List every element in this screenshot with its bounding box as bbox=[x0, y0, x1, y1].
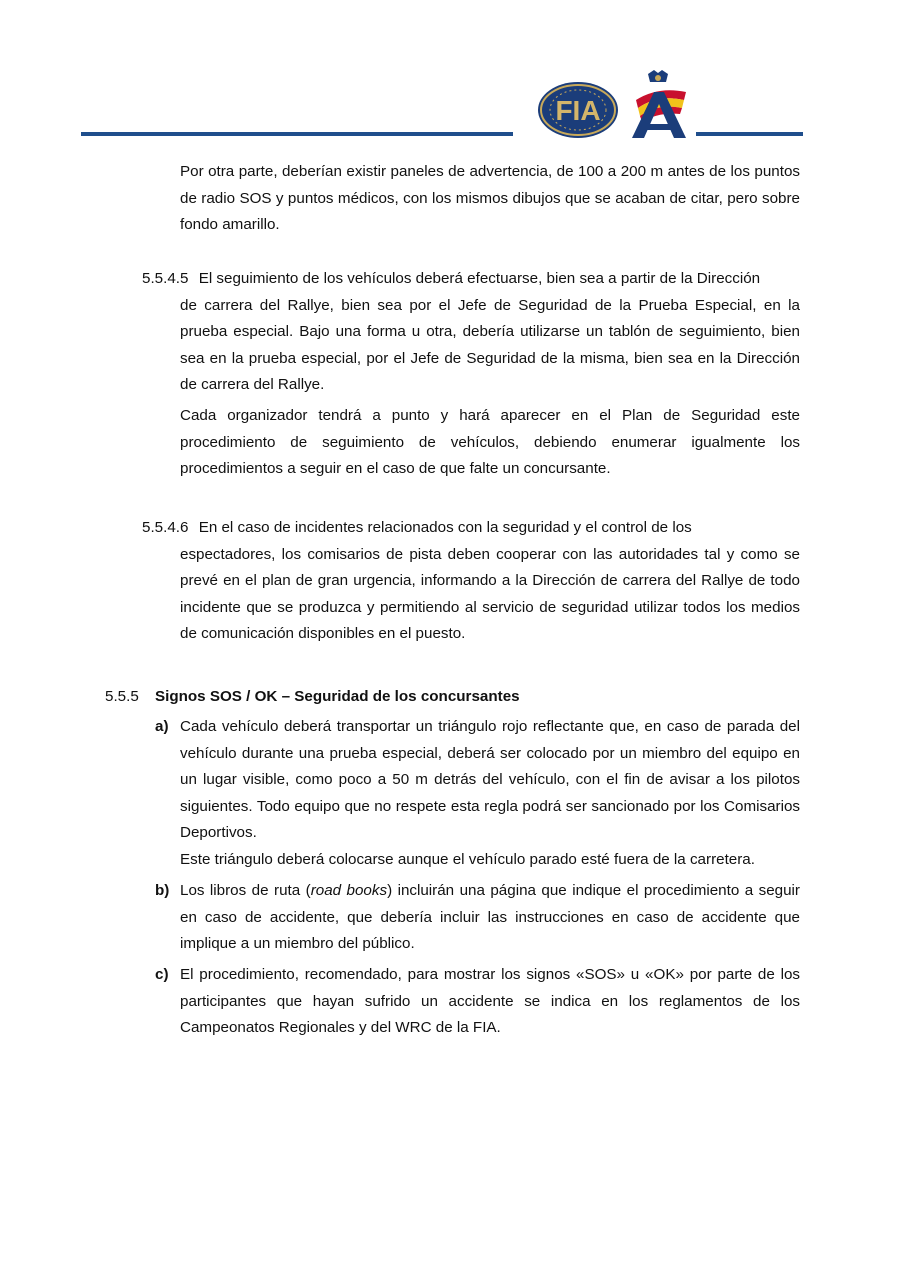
list-item-text bbox=[155, 878, 800, 958]
list-item-c bbox=[155, 962, 800, 1042]
intro-paragraph: Por otra parte, deberían existir paneles de advertencia, de 100 a 200 m antes de los puntos de radio SOS y puntos médicos, con los mismos dibujos que se acaban de citar, pero sobre fondo amarillo. bbox=[180, 163, 800, 234]
svg-text:FIA: FIA bbox=[555, 95, 601, 126]
section-5-5-5-heading bbox=[105, 684, 520, 710]
section-continuation: espectadores, los comisarios de pista deben cooperar con las autoridades tal y como se prevé en el plan de gran urgencia, informando a la Dirección de carrera del Rallye de todo incidente que se produzca y permitiendo al servicio de seguridad utilizar todos los medios de comunicación disponibles en el puesto. bbox=[180, 545, 800, 643]
section-5-5-4-5 bbox=[142, 266, 800, 399]
list-item-b bbox=[155, 878, 800, 958]
section-number: 5.5.4.5 bbox=[142, 270, 189, 287]
fia-logo bbox=[536, 80, 620, 140]
header-rule-left bbox=[81, 132, 513, 136]
list-item-label: b) bbox=[155, 882, 170, 899]
section-title: Signos SOS / OK – Seguridad de los concursantes bbox=[155, 688, 520, 705]
list-item-text: Cada vehículo deberá transportar un triángulo rojo reflectante que, en caso de parada del vehículo durante una prueba especial, deberá ser colocado por un miembro del equipo en un lugar visible, como poco a 50 m detrás del vehículo, con el fin de avisar a los pilotos siguientes. Todo equipo que no respete esta regla podrá ser sancionado por los Comisarios Deportivos. bbox=[180, 718, 800, 842]
list-item-label: c) bbox=[155, 966, 169, 983]
list-item-text: El procedimiento, recomendado, para mostrar los signos «SOS» u «OK» por parte de los participantes que hayan sufrido un accidente se indica en los reglamentos de los Campeonatos Regionales y del WRC de la FIA. bbox=[180, 966, 800, 1037]
rfeda-logo bbox=[626, 70, 690, 140]
list-item-a bbox=[155, 714, 800, 874]
section-5-5-4-6 bbox=[142, 515, 800, 648]
section-number: 5.5.4.6 bbox=[142, 519, 189, 536]
text-segment: Los libros de ruta ( bbox=[180, 882, 311, 899]
section-continuation: de carrera del Rallye, bien sea por el Jefe de Seguridad de la Prueba Especial, en la prueba especial. Bajo una forma u otra, debería utilizarse un tablón de seguimiento, bien sea en la prueba especial, por el Jefe de Seguridad de la misma, bien sea en la Dirección de carrera del Rallye. bbox=[180, 296, 800, 394]
section-number: 5.5.5 bbox=[105, 688, 139, 705]
header-rule-right bbox=[696, 132, 803, 136]
text-segment: ) incluirán una página que indique el procedimiento a seguir en caso de accidente, que debería incluir las instrucciones en caso de accidente que implique a un miembro del público. bbox=[180, 882, 800, 953]
list-item-extra: Este triángulo deberá colocarse aunque el vehículo parado esté fuera de la carretera. bbox=[180, 850, 755, 868]
list-item-label: a) bbox=[155, 718, 169, 735]
text-emphasis: road books bbox=[310, 882, 388, 899]
section-first-line: En el caso de incidentes relacionados con la seguridad y el control de los bbox=[198, 519, 692, 536]
section-first-line: El seguimiento de los vehículos deberá efectuarse, bien sea a partir de la Dirección bbox=[198, 270, 761, 287]
section-5-5-4-5-paragraph-2: Cada organizador tendrá a punto y hará aparecer en el Plan de Seguridad este procedimiento de seguimiento de vehículos, debiendo enumerar igualmente los procedimientos a seguir en el caso de que falte un concursante. bbox=[180, 407, 800, 478]
